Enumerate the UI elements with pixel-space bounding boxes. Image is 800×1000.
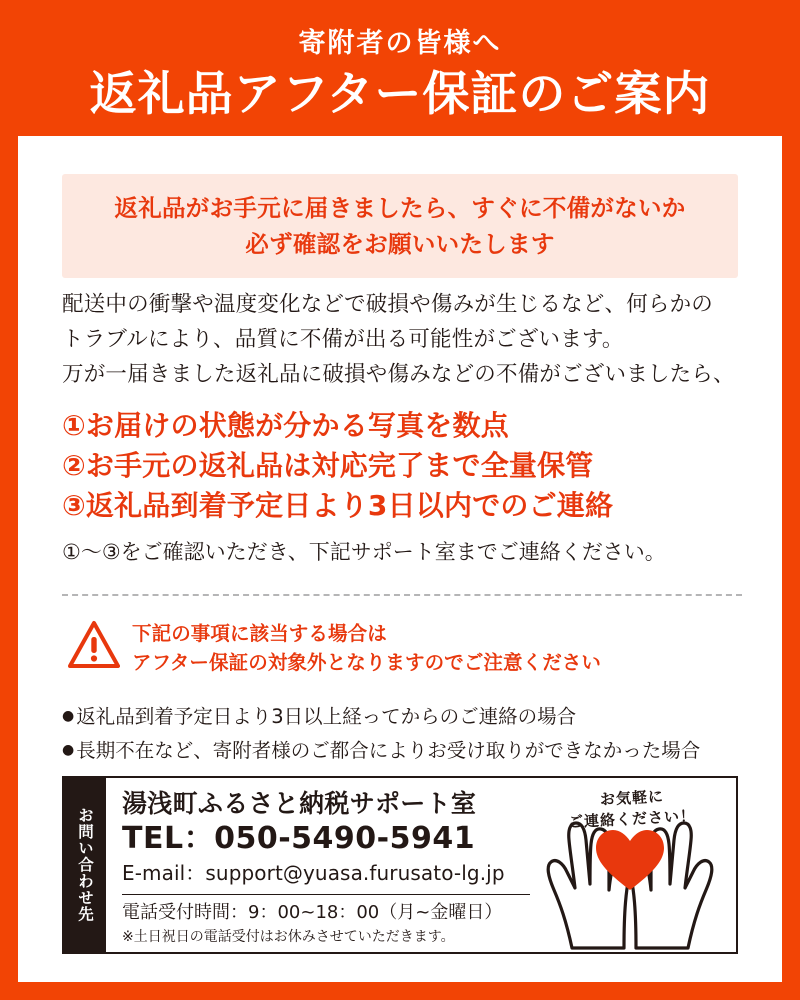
warning-block	[68, 618, 768, 678]
intro-line-3: 万が一届きました返礼品に破損や傷みなどの不備がございましたら、	[62, 361, 735, 387]
step-item-2: ②お手元の返礼品は対応完了まで全量保管	[62, 448, 594, 482]
hands-holding-heart-icon	[532, 780, 728, 952]
contact-email[interactable]: E-mail：support@yuasa.furusato-lg.jp	[122, 860, 505, 885]
notice-box	[62, 174, 738, 278]
exclusion-bullets	[62, 700, 772, 768]
bullet-dot-icon: ●	[62, 742, 75, 759]
warning-line-2: アフター保証の対象外となりますのでご注意ください	[132, 650, 602, 674]
page-header	[0, 0, 800, 136]
contact-art-caption	[546, 788, 718, 830]
warning-triangle-icon	[68, 620, 120, 670]
closing-text: ①〜③をご確認いただき、下記サポート室までご連絡ください。	[62, 540, 666, 564]
art-caption-line-1: お気軽に	[599, 787, 665, 809]
step-item-3: ③返礼品到着予定日より3日以内でのご連絡	[62, 488, 614, 522]
header-subtitle: 寄附者の皆様へ	[298, 28, 502, 59]
page-title: 返礼品アフター保証のご案内	[89, 67, 711, 122]
warning-text	[132, 618, 601, 678]
notice-line-1: 返礼品がお手元に届きましたら、すぐに不備がないか	[114, 193, 686, 222]
intro-line-1: 配送中の衝撃や温度変化などで破損や傷みが生じるなど、何らかの	[62, 292, 714, 317]
contact-box	[62, 776, 738, 954]
notice-text	[114, 190, 685, 263]
step-item-1: ①お届けの状態が分かる写真を数点	[62, 409, 509, 442]
art-caption-line-2: ご連絡ください！	[567, 806, 697, 832]
contact-details	[106, 778, 736, 952]
bullet-item-2	[62, 734, 772, 768]
dashed-divider	[62, 594, 742, 596]
contact-separator	[122, 894, 530, 895]
bullet-label-2: 長期不在など、寄附者様のご都合によりお受け取りができなかった場合	[76, 739, 701, 763]
bullet-item-1	[62, 700, 772, 734]
content-panel	[18, 136, 782, 982]
notice-line-2: 必ず確認をお願いいたします	[245, 230, 555, 258]
contact-organization: 湯浅町ふるさと納税サポート室	[122, 789, 477, 818]
contact-tab-label: お問い合わせ先	[64, 778, 106, 952]
intro-line-2: トラブルにより、品質に不備が出る可能性がございます。	[62, 326, 624, 352]
warning-line-1: 下記の事項に該当する場合は	[132, 622, 387, 645]
bullet-dot-icon: ●	[62, 708, 75, 724]
bullet-label-1: 返礼品到着予定日より3日以上経ってからのご連絡の場合	[76, 705, 577, 728]
contact-phone[interactable]: TEL：050-5490-5941	[122, 821, 476, 857]
contact-hours: 電話受付時間：9：00~18：00（月~金曜日）	[122, 901, 503, 923]
steps-list	[62, 406, 762, 525]
intro-paragraph	[62, 288, 752, 392]
contact-note: ※土日祝日の電話受付はお休みさせていただきます。	[122, 929, 455, 946]
